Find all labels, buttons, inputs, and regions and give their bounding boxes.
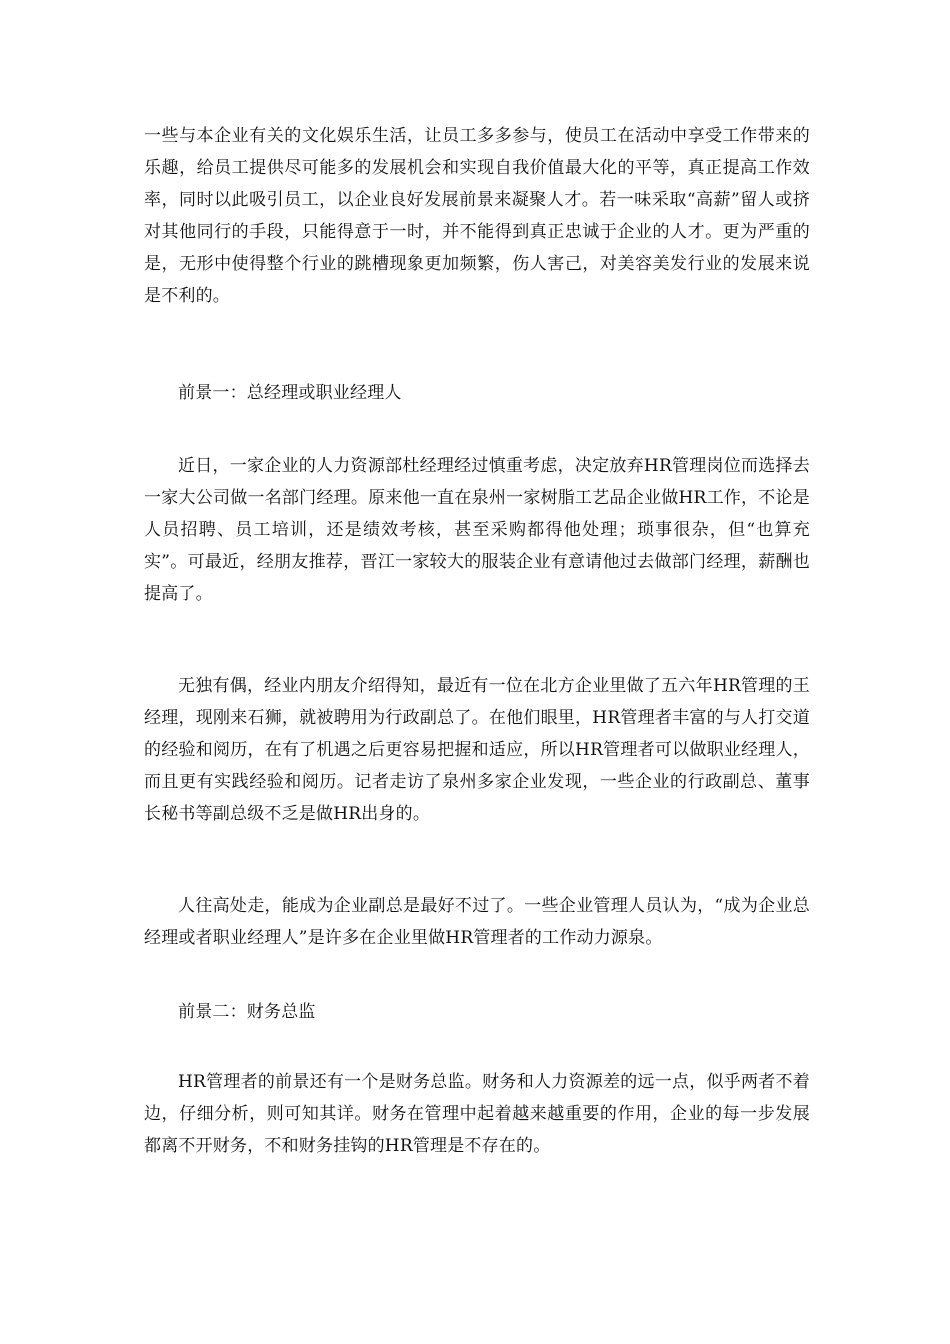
body-paragraph: HR管理者的前景还有一个是财务总监。财务和人力资源差的远一点，似乎两者不着边，仔细分析，则可知其详。财务在管理中起着越来越重要的作用，企业的每一步发展都离不开财务，不和财务挂钩的HR管理是不存在的。 [144, 1072, 810, 1156]
section-heading: 前景二：财务总监 [178, 1002, 316, 1022]
body-paragraph: 一些与本企业有关的文化娱乐生活，让员工多多参与，使员工在活动中享受工作带来的乐趣，给员工提供尽可能多的发展机会和实现自我价值最大化的平等，真正提高工作效率，同时以此吸引员工，以企业良好发展前景来凝聚人才。若一味采取“高薪”留人或挤对其他同行的手段，只能得意于一时，并不能得到真正忠诚于企业的人才。更为严重的是，无形中使得整个行业的跳槽现象更加频繁，伤人害己，对美容美发行业的发展来说是不利的。 [144, 126, 810, 306]
body-paragraph: 人往高处走，能成为企业副总是最好不过了。一些企业管理人员认为，“成为企业总经理或者职业经理人”是许多在企业里做HR管理者的工作动力源泉。 [144, 896, 810, 948]
body-paragraph: 无独有偶，经业内朋友介绍得知，最近有一位在北方企业里做了五六年HR管理的王经理，现刚来石狮，就被聘用为行政副总了。在他们眼里，HR管理者丰富的与人打交道的经验和阅历，在有了机遇之后更容易把握和适应，所以HR管理者可以做职业经理人，而且更有实践经验和阅历。记者走访了泉州多家企业发现，一些企业的行政副总、董事长秘书等副总级不乏是做HR出身的。 [144, 676, 810, 824]
section-heading: 前景一：总经理或职业经理人 [178, 383, 402, 403]
body-paragraph: 近日，一家企业的人力资源部杜经理经过慎重考虑，决定放弃HR管理岗位而选择去一家大公司做一名部门经理。原来他一直在泉州一家树脂工艺品企业做HR工作，不论是人员招聘、员工培训，还是绩效考核，甚至采购都得他处理；琐事很杂，但“也算充实”。可最近，经朋友推荐，晋江一家较大的服装企业有意请他过去做部门经理，薪酬也提高了。 [144, 456, 810, 604]
